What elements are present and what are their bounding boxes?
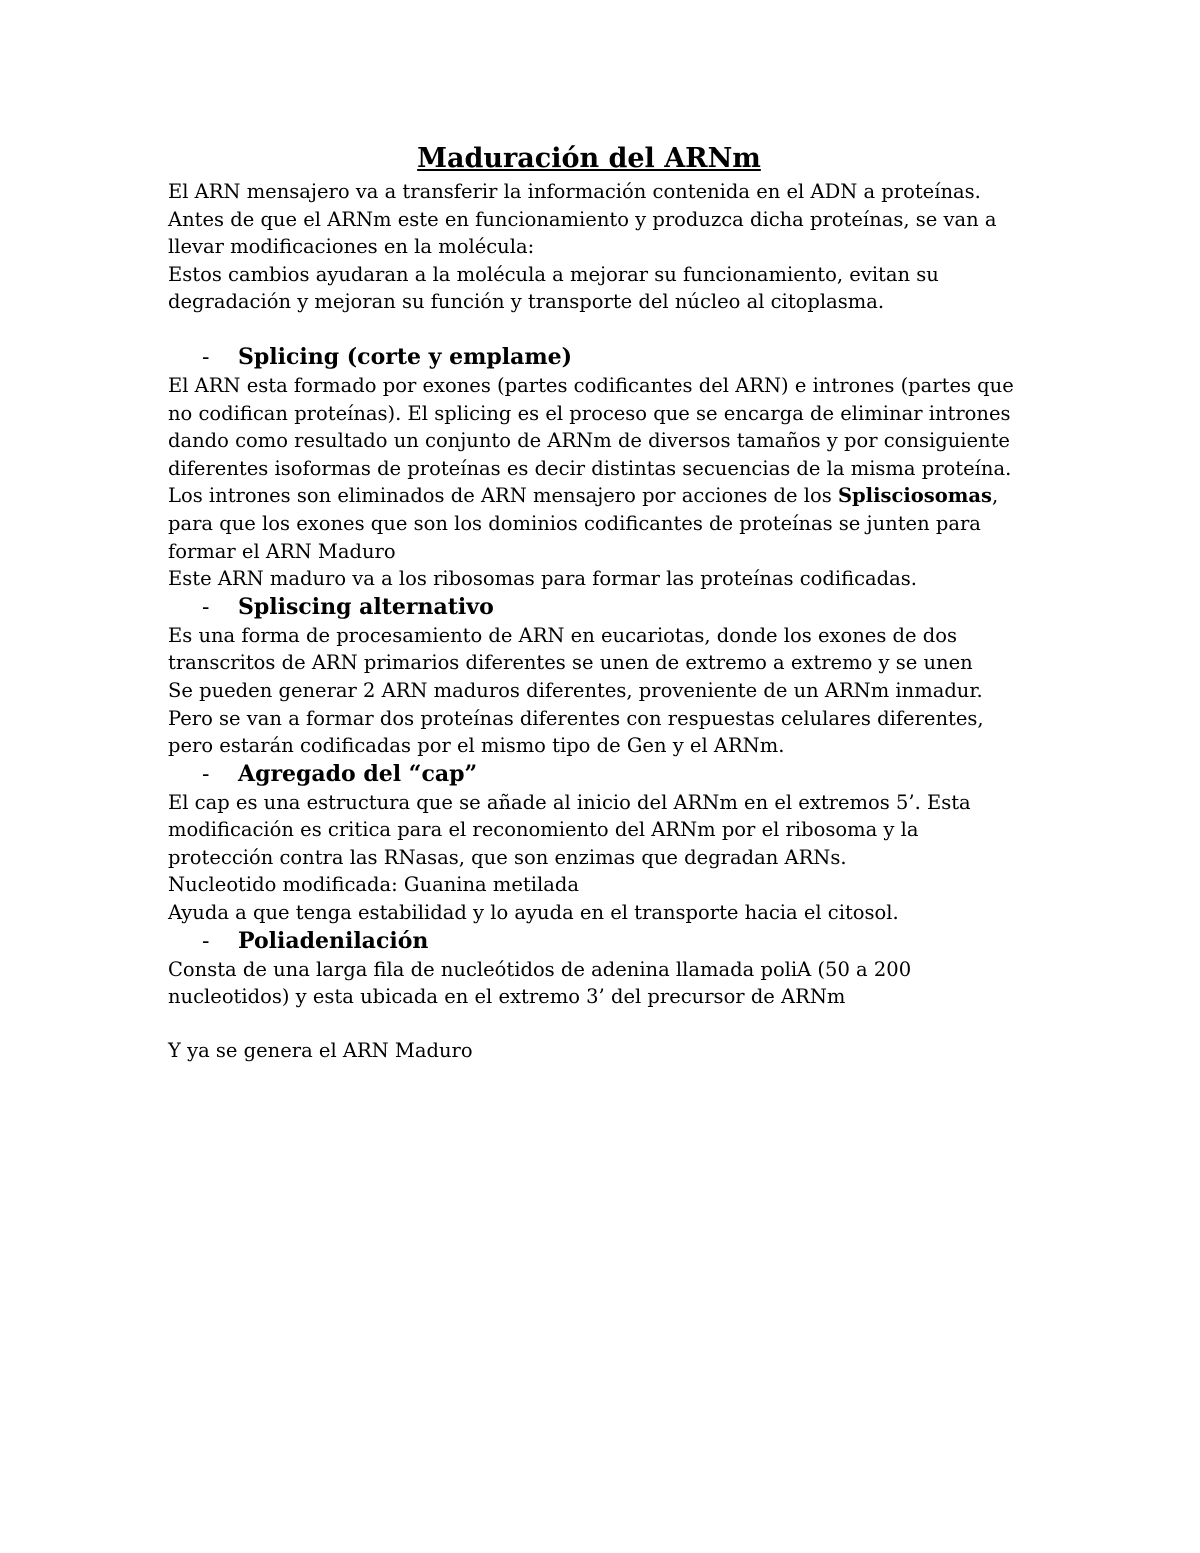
section-poliadenilacion xyxy=(168,927,1048,1011)
section-line: Ayuda a que tenga estabilidad y lo ayuda en el transporte hacia el citosol. xyxy=(168,901,899,925)
intro-line: degradación y mejoran su función y transporte del núcleo al citoplasma. xyxy=(168,290,885,314)
closing-line: Y ya se genera el ARN Maduro xyxy=(168,1038,473,1062)
section-line: Este ARN maduro va a los ribosomas para formar las proteínas codificadas. xyxy=(168,567,917,591)
text-run: , xyxy=(992,484,999,508)
section-agregado-cap xyxy=(168,760,1048,927)
section-line: Es una forma de procesamiento de ARN en eucariotas, donde los exones de dos xyxy=(168,623,958,647)
section-line-with-bold xyxy=(168,482,1048,510)
section-line: nucleotidos) y esta ubicada en el extremo 3’ del precursor de ARNm xyxy=(168,985,846,1009)
bullet-dash: - xyxy=(202,761,210,787)
spacer xyxy=(168,316,1048,343)
document-page xyxy=(168,140,1048,1064)
section-line: dando como resultado un conjunto de ARNm de diversos tamaños y por consiguiente xyxy=(168,429,1010,453)
section-line: para que los exones que son los dominios codificantes de proteínas se junten para xyxy=(168,511,981,535)
section-line: El ARN esta formado por exones (partes codificantes del ARN) e intrones (partes que xyxy=(168,373,1014,397)
section-spliscing-alternativo xyxy=(168,593,1048,760)
section-line: Nucleotido modificada: Guanina metilada xyxy=(168,873,579,897)
text-run: Los intrones son eliminados de ARN mensajero por acciones de los xyxy=(168,484,838,508)
section-line: diferentes isoformas de proteínas es decir distintas secuencias de la misma proteína. xyxy=(168,456,1012,480)
section-line: protección contra las RNasas, que son enzimas que degradan ARNs. xyxy=(168,845,847,869)
section-line: no codifican proteínas). El splicing es el proceso que se encarga de eliminar intrones xyxy=(168,401,1011,425)
intro-line: El ARN mensajero va a transferir la información contenida en el ADN a proteínas. xyxy=(168,180,981,203)
spacer xyxy=(168,1011,1048,1037)
bullet-dash: - xyxy=(202,928,210,954)
intro-paragraph xyxy=(168,178,1048,316)
section-line: transcritos de ARN primarios diferentes se unen de extremo a extremo y se unen xyxy=(168,651,973,675)
section-line: pero estarán codificadas por el mismo tipo de Gen y el ARNm. xyxy=(168,734,785,758)
section-heading xyxy=(168,927,1048,956)
intro-line: llevar modificaciones en la molécula: xyxy=(168,235,535,259)
intro-line: Antes de que el ARNm este en funcionamiento y produzca dicha proteínas, se van a xyxy=(168,207,997,231)
section-line: modificación es critica para el reconomiento del ARNm por el ribosoma y la xyxy=(168,818,919,842)
section-heading-text: Agregado del “cap” xyxy=(238,760,478,787)
section-line: El cap es una estructura que se añade al inicio del ARNm en el extremos 5’. Esta xyxy=(168,790,971,814)
section-heading-text: Poliadenilación xyxy=(238,927,429,954)
section-line: Consta de una larga fila de nucleótidos de adenina llamada poliA (50 a 200 xyxy=(168,957,912,981)
bullet-dash: - xyxy=(202,594,210,620)
section-splicing xyxy=(168,343,1048,593)
page-title: Maduración del ARNm xyxy=(417,143,761,174)
section-line: Pero se van a formar dos proteínas diferentes con respuestas celulares diferentes, xyxy=(168,706,984,730)
bullet-dash: - xyxy=(202,344,210,370)
section-heading xyxy=(168,760,1048,789)
section-heading xyxy=(168,593,1048,622)
section-heading-text: Spliscing alternativo xyxy=(238,593,494,620)
section-heading xyxy=(168,343,1048,372)
bold-term: Splisciosomas xyxy=(837,484,992,508)
intro-line: Estos cambios ayudaran a la molécula a mejorar su funcionamiento, evitan su xyxy=(168,262,939,286)
section-line: Se pueden generar 2 ARN maduros diferentes, proveniente de un ARNm inmadur. xyxy=(168,678,983,702)
section-line: formar el ARN Maduro xyxy=(168,539,396,563)
section-heading-text: Splicing (corte y emplame) xyxy=(238,343,573,370)
